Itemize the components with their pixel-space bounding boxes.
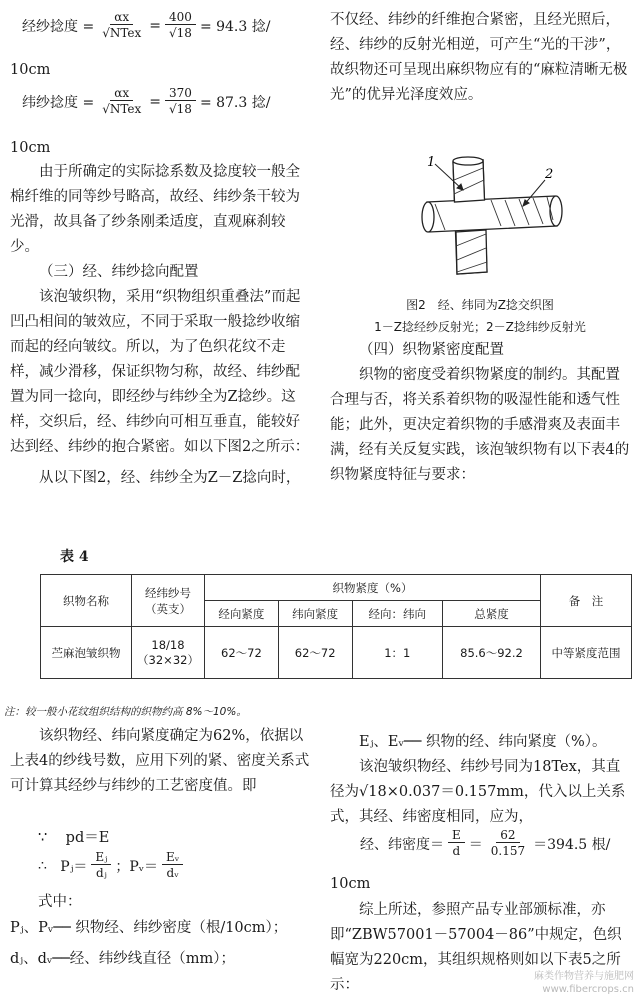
paragraph: 该织物经、纬向紧度确定为62%，依据以上表4的纱线号数，应用下列的紧、密度关系式可计算其经纱与纬纱的工艺密度值。即 [10,728,310,794]
section-heading: （四）织物紧密度配置 [359,342,504,358]
table-header: 织物名称 [41,575,132,627]
fraction: $\frac{400}{√18}$ [165,10,196,41]
formula-density: 经、纬密度＝ $\frac{E}{d}$ ＝ $\frac{62}{0.157}$ ＝394.5 根/ [360,828,611,858]
table-cell: 1：1 [352,627,442,679]
fraction: $\frac{\alpha x}{\text{√NTex}}$ [102,10,142,40]
formula-lead: 纬纱捻度 = [22,94,95,111]
paragraph: 该泡皱织物，采用“织物组织重叠法”而起凹凸相间的皱效应，不同于采取一般捻纱收缩而起的经向皱纹。所以，为了色织花纹不走样，减少滑移，保证织物匀称，故经、纬纱配置为同一捻向，即经纱与纬纱全为Z捻纱。这样，交织后，经、纬纱向可相互垂直，能较好达到经、纬纱的抱合紧密。如以下图2之所示： [10,289,310,455]
fig-label-2: 2 [545,167,554,182]
fraction: $\frac{E}{d}$ [448,828,465,859]
table-cell: 中等紧度范围 [541,627,632,679]
table-cell: 18/18 （32×32） [132,627,205,679]
label-shizhong: 式中： [38,894,82,910]
yarn-cross-diagram [405,150,585,280]
definition: Pⱼ、Pᵥ── 织物经、纬纱密度（根/10cm）； [10,920,288,936]
table-cell: 62～72 [278,627,352,679]
paragraph: 织物的密度受着织物紧度的制约。其配置合理与否，将关系着织物的吸湿性能和透气性能；此外，更决定着织物的手感滑爽及表面丰满，经有关反复实践，该泡皱织物有以下表4的织物紧度特征与要求： [330,367,630,483]
unit-text: 10cm [10,62,51,78]
table-header: 备 注 [541,575,632,627]
watermark: 麻类作物营养与施肥网 www.fibercrops.cn [534,971,634,995]
table-cell: 85.6～92.2 [442,627,540,679]
paragraph: 不仅经、纬纱的纤维抱合紧密，且经光照后，经、纬纱的反射光相逆，可产生“光的干涉”，故织物还可呈现出麻织物应有的“麻粒清晰无极光”的优异光泽度效应。 [330,12,628,103]
table-title: 表 4 [60,549,89,565]
formula-weft-twist: 纬纱捻度 = $\frac{\alpha x}{\text{√NTex}}$ = $\frac{370}{√18}$ = 87.3 捻/ [22,86,271,116]
figure-subcaption: 1－Z捻经纱反射光；2－Z捻纬纱反射光 [374,320,586,334]
paragraph: 该泡皱织物经、纬纱号同为18Tex，其直径为√18×0.037＝0.157mm，代入以上关系式，其经、纬密度相同，应为， [330,759,626,825]
formula-lead: 经纱捻度 = [22,18,95,35]
fig-label-1: 1 [427,155,436,170]
table-note: 注：较一般小花纹组织结构的织物约高 8%～10%。 [4,706,247,718]
fraction: $\frac{370}{√18}$ [165,86,196,117]
equation-density: ∴ Pⱼ＝ $\frac{\text{Eⱼ}}{\text{dⱼ}}$ ；Pᵥ＝ $\frac{\text{Eᵥ}}{\text{dᵥ}}$ [38,850,187,881]
fraction: $\frac{\alpha x}{\text{√NTex}}$ [102,86,142,116]
definition: dⱼ、dᵥ──经、纬纱线直径（mm）； [10,951,236,967]
paragraph: 综上所述，参照产品专业部颁标准，亦即“ZBW57001－57004－86”中规定，色织幅宽为220cm，其组织规格则如以下表5之所示： [330,902,622,993]
paragraph: 由于所确定的实际捻系数及捻度较一般全棉纤维的同等纱号略高，故经、纬纱条干较为光滑，故具备了纱条刚柔适度，直观麻刹较少。 [10,164,300,255]
fraction: $\frac{62}{0.157}$ [490,828,526,858]
equation-pd: ∵ pd＝E [38,830,110,846]
paragraph: 从以下图2，经、纬纱全为Z－Z捻向时， [39,470,301,486]
definition: Eⱼ、Eᵥ── 织物的经、纬向紧度（%）。 [359,734,607,750]
table-cell: 苎麻泡皱织物 [41,627,132,679]
fraction: $\frac{\text{Eⱼ}}{\text{dⱼ}}$ [91,850,111,881]
table-header: 织物紧度（%） [205,575,541,601]
figure-2 [405,150,585,280]
table-header: 总紧度 [442,601,540,627]
table-header: 纬向紧度 [278,601,352,627]
formula-warp-twist: 经纱捻度 = $\frac{\alpha x}{\text{√NTex}}$ = $\frac{400}{√18}$ = 94.3 捻/ [22,10,271,40]
table-header: 经向紧度 [205,601,279,627]
section-heading: （三）经、纬纱捻向配置 [39,264,199,280]
table-cell: 62～72 [205,627,279,679]
unit-text: 10cm [330,876,371,892]
table-header: 经向：纬向 [352,601,442,627]
table-header: 经纬纱号 （英支） [132,575,205,627]
figure-caption: 图2 经、纬同为Z捻交织图 [406,298,554,312]
unit-text: 10cm [10,140,51,156]
table-row [41,627,632,679]
table-4 [40,574,632,679]
fraction: $\frac{\text{Eᵥ}}{\text{dᵥ}}$ [162,850,183,881]
